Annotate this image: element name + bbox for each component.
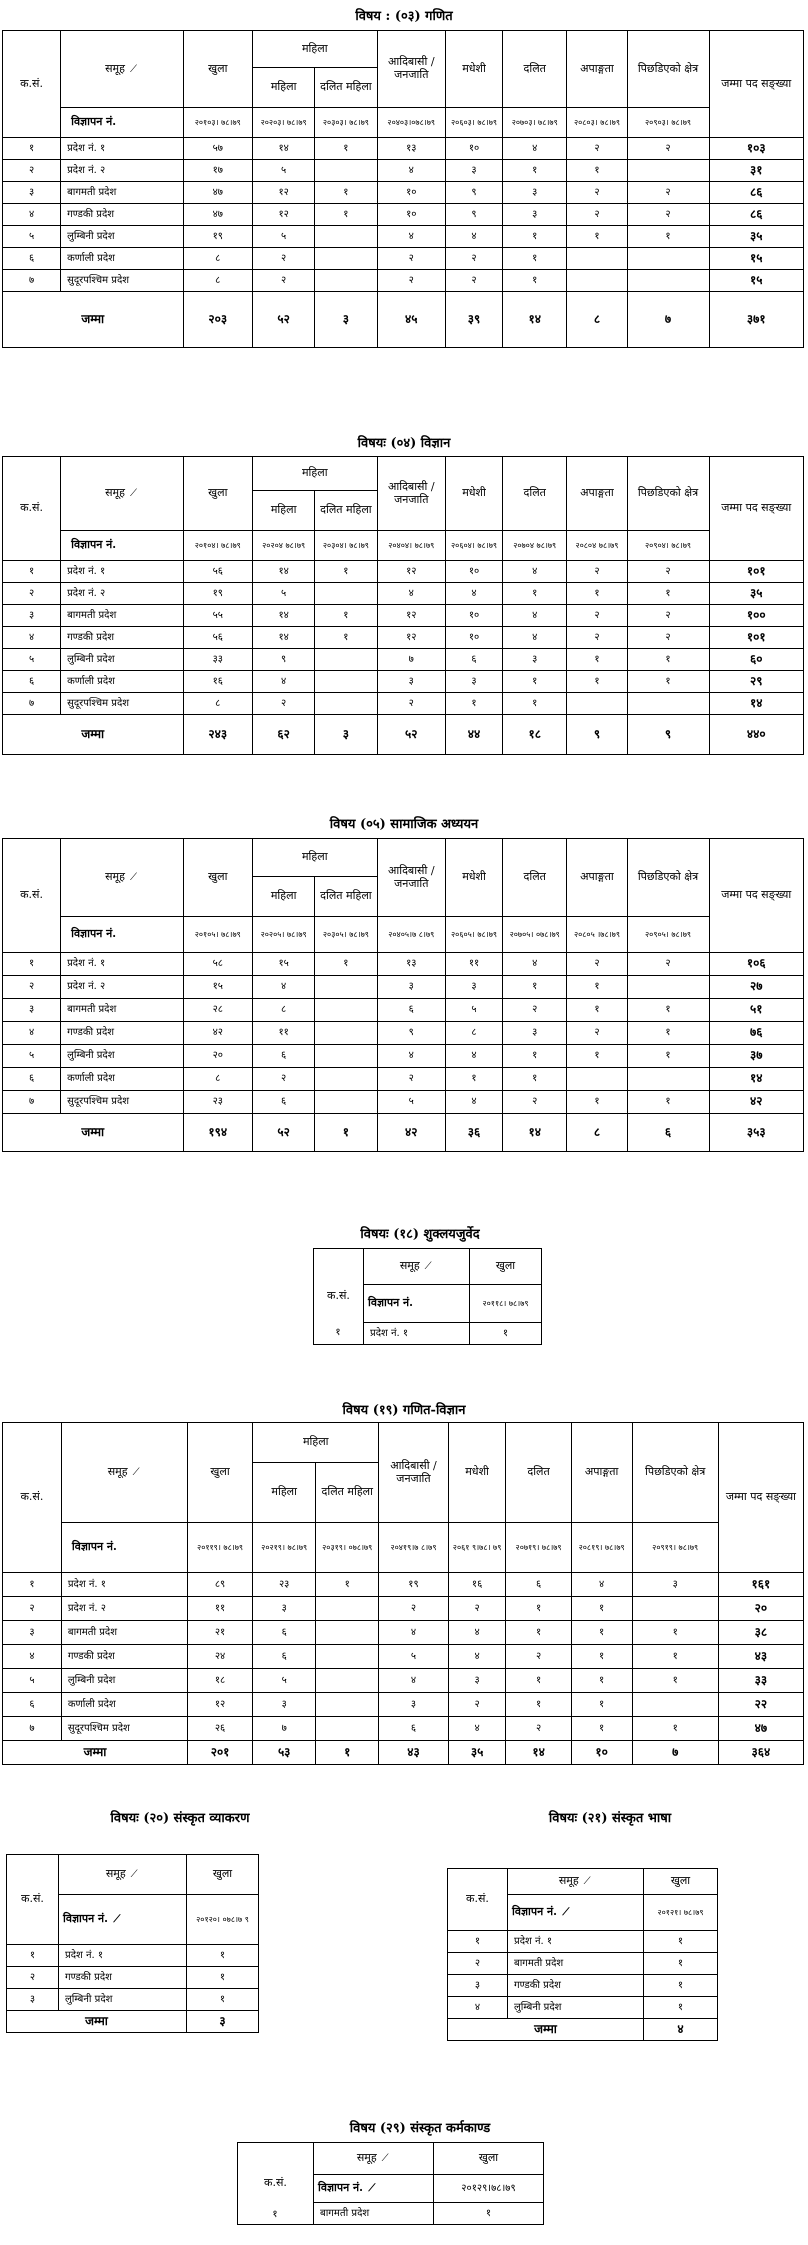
col-header-ks: क.सं. bbox=[7, 1855, 59, 1945]
col-header-mahila-group: महिला bbox=[253, 1423, 379, 1463]
vigyapan-label: विज्ञापन नं. bbox=[61, 531, 183, 561]
col-header-samuh: समूह ⟋ bbox=[314, 2143, 434, 2175]
vigyapan-label: विज्ञापन नं. ⟋ bbox=[59, 1895, 187, 1945]
samuh-label: समूह ⟋ bbox=[105, 870, 137, 884]
slash-arrow-icon: ⟋ bbox=[129, 63, 137, 75]
col-header-samuh bbox=[61, 1423, 187, 1523]
adv-number: २०८०४ ७८।७९ bbox=[567, 531, 627, 561]
col-header-ks: क.सं. bbox=[3, 1423, 62, 1573]
col-header-adivasi: आदिबासी / जनजाति bbox=[377, 457, 445, 531]
table-row: ६ कर्णाली प्रदेश १६ ४ ३ ३ १ १ १ २९ bbox=[3, 671, 804, 693]
table-row: २ प्रदेश नं. २ १७ ५ ४ ३ १ १ ३१ bbox=[3, 160, 804, 182]
table-row: १ प्रदेश नं. १ १ bbox=[448, 1931, 718, 1953]
slash-arrow-icon: ⟋ bbox=[583, 1876, 591, 1888]
col-header-khula: खुला bbox=[183, 839, 253, 917]
table-row: २ प्रदेश नं. २ ११ ३ २ २ १ १ २० bbox=[3, 1597, 804, 1621]
table-row: २ बागमती प्रदेश १ bbox=[448, 1953, 718, 1975]
adv-number: २०२१९। ७८।७९ bbox=[253, 1523, 316, 1573]
table-row: ३ बागमती प्रदेश ५५ १४ १ १२ १० ४ २ २ १०० bbox=[3, 605, 804, 627]
section-title-18: विषयः (१८) शुक्लयजुर्वेद bbox=[360, 1227, 480, 1242]
col-header-ks: क.सं. bbox=[3, 457, 61, 561]
col-header-dalit: दलित bbox=[503, 31, 567, 108]
col-header-pichhadieko: पिछडिएको क्षेत्र bbox=[632, 1423, 718, 1523]
slash-arrow-icon: ⟋ bbox=[129, 872, 137, 884]
col-header-mahila-group: महिला bbox=[253, 457, 378, 491]
total-row: जम्मा २४३ ६२ ३ ५२ ४४ १८ ९ ९ ४४० bbox=[3, 715, 804, 755]
section-title-04: विषयः (०४) विज्ञान bbox=[357, 436, 451, 451]
col-header-mahila: महिला bbox=[253, 68, 315, 108]
table-19 bbox=[2, 1422, 804, 1765]
table-row: ७ सुदूरपश्चिम प्रदेश ८ २ २ १ १ १४ bbox=[3, 693, 804, 715]
col-header-dalit-mahila: दलित महिला bbox=[315, 68, 377, 108]
adv-number: २०६१ ९।७८। ७९ bbox=[448, 1523, 506, 1573]
table-20 bbox=[6, 1854, 259, 2033]
samuh-label: समूह ⟋ bbox=[107, 1465, 140, 1479]
table-row: ३ बागमती प्रदेश २८ ८ ६ ५ २ १ १ ५१ bbox=[3, 999, 804, 1022]
vigyapan-label: विज्ञापन नं. bbox=[61, 917, 183, 953]
slash-arrow-icon: ⟋ bbox=[129, 488, 137, 500]
col-header-apangata: अपाङ्गता bbox=[567, 839, 627, 917]
adv-number: २०८०५ ।७८।७९ bbox=[567, 917, 627, 953]
table-row: ३ बागमती प्रदेश ४७ १२ १ १० ९ ३ २ २ ८६ bbox=[3, 182, 804, 204]
adv-number: २०२०३। ७८।७९ bbox=[253, 108, 315, 138]
adv-number: २०१२९।७८।७९ bbox=[434, 2175, 544, 2203]
table-row: ३ लुम्बिनी प्रदेश १ bbox=[7, 1989, 259, 2011]
col-header-khula: खुला bbox=[183, 457, 253, 531]
col-header-apangata: अपाङ्गता bbox=[567, 457, 627, 531]
adv-number: २०२०५। ७८।७९ bbox=[253, 917, 315, 953]
col-header-pichhadieko: पिछडिएको क्षेत्र bbox=[627, 457, 709, 531]
col-header-apangata: अपाङ्गता bbox=[567, 31, 627, 108]
col-header-madhesi: मधेशी bbox=[448, 1423, 506, 1523]
table-row: १ प्रदेश नं. १ ५६ १४ १ १२ १० ४ २ २ १०१ bbox=[3, 561, 804, 583]
col-header-dalit: दलित bbox=[503, 457, 567, 531]
section-title-21: विषयः (२१) संस्कृत भाषा bbox=[548, 1811, 672, 1826]
slash-arrow-icon: ⟋ bbox=[562, 1907, 570, 1919]
adv-number: २०१२१। ७८।७९ bbox=[644, 1895, 718, 1931]
table-row: ४ गण्डकी प्रदेश ४२ ११ ९ ८ ३ २ १ ७६ bbox=[3, 1022, 804, 1045]
slash-arrow-icon: ⟋ bbox=[381, 2153, 389, 2165]
table-row: १ प्रदेश नं. १ १ bbox=[7, 1945, 259, 1967]
col-header-adivasi: आदिबासी / जनजाति bbox=[379, 1423, 448, 1523]
total-row: जम्मा २०१ ५३ १ ४३ ३५ १४ १० ७ ३६४ bbox=[3, 1741, 804, 1765]
table-04 bbox=[2, 456, 804, 755]
table-row: ७ सुदूरपश्चिम प्रदेश २६ ७ ६ ४ २ १ १ ४७ bbox=[3, 1717, 804, 1741]
section-title-03: विषय : (०३) गणित bbox=[355, 9, 453, 24]
col-header-mahila-group: महिला bbox=[253, 839, 378, 877]
adv-number: २०९०५। ७८।७९ bbox=[627, 917, 709, 953]
col-header-ks: क.सं. bbox=[3, 31, 61, 138]
table-row: ३ गण्डकी प्रदेश १ bbox=[448, 1975, 718, 1997]
adv-number: २०१०३। ७८।७९ bbox=[183, 108, 253, 138]
table-row: ६ कर्णाली प्रदेश १२ ३ ३ २ १ १ २२ bbox=[3, 1693, 804, 1717]
col-header-mahila: महिला bbox=[253, 491, 315, 531]
adv-number: २०१०५। ७८।७९ bbox=[183, 917, 253, 953]
adv-number: २०११८। ७८।७९ bbox=[470, 1285, 542, 1323]
col-header-adivasi: आदिबासी / जनजाति bbox=[377, 839, 445, 917]
table-03 bbox=[2, 30, 804, 348]
adv-number: २०३१९। ०७८।७९ bbox=[316, 1523, 379, 1573]
col-header-samuh: समूह ⟋ bbox=[364, 1249, 470, 1285]
total-row: जम्मा ३ bbox=[7, 2011, 259, 2033]
slash-arrow-icon: ⟋ bbox=[368, 2183, 376, 2195]
vigyapan-label: विज्ञापन नं. bbox=[61, 1523, 187, 1573]
col-header-mahila-group: महिला bbox=[253, 31, 378, 68]
total-row: जम्मा ४ bbox=[448, 2019, 718, 2041]
adv-number: २०८०३। ७८।७९ bbox=[567, 108, 627, 138]
col-header-ks: क.सं. bbox=[314, 1249, 364, 1345]
adv-number: २०६०५। ७८।७९ bbox=[446, 917, 503, 953]
table-row: १ प्रदेश नं. १ ५७ १४ १ १३ १० ४ २ २ १०३ bbox=[3, 138, 804, 160]
table-row: ५ लुम्बिनी प्रदेश ३३ ९ ७ ६ ३ १ १ ६० bbox=[3, 649, 804, 671]
table-row: ६ कर्णाली प्रदेश ८ २ २ १ १ १४ bbox=[3, 1068, 804, 1091]
row-index-18: १ bbox=[335, 1327, 341, 1338]
adv-number: २०१०४। ७८।७९ bbox=[183, 531, 253, 561]
col-header-khula: खुला bbox=[183, 31, 253, 108]
table-05 bbox=[2, 838, 804, 1152]
adv-number: २०७०५। ०७८।७९ bbox=[503, 917, 567, 953]
slash-arrow-icon: ⟋ bbox=[424, 1261, 432, 1273]
adv-number: २०७०४ ७८।७९ bbox=[503, 531, 567, 561]
table-row: बागमती प्रदेश १ bbox=[238, 2203, 544, 2225]
col-header-samuh bbox=[61, 31, 183, 108]
col-header-apangata: अपाङ्गता bbox=[571, 1423, 632, 1523]
col-header-jamma: जम्मा पद सङ्ख्या bbox=[709, 457, 804, 561]
col-header-jamma: जम्मा पद सङ्ख्या bbox=[718, 1423, 803, 1573]
section-title-29: विषय (२९) संस्कृत कर्मकाण्ड bbox=[349, 2121, 491, 2136]
col-header-adivasi: आदिबासी / जनजाति bbox=[377, 31, 445, 108]
adv-number: २०४०४। ७८।७९ bbox=[377, 531, 445, 561]
table-row: ७ सुदूरपश्चिम प्रदेश ८ २ २ २ १ १५ bbox=[3, 270, 804, 292]
samuh-label: समूह ⟋ bbox=[105, 486, 137, 500]
adv-number: २०६०३। ७८।७९ bbox=[446, 108, 503, 138]
col-header-samuh bbox=[61, 839, 183, 917]
col-header-dalit-mahila: दलित महिला bbox=[316, 1463, 379, 1523]
table-21 bbox=[447, 1868, 718, 2041]
adv-number: २०९०३। ७८।७९ bbox=[627, 108, 709, 138]
col-header-samuh bbox=[61, 457, 183, 531]
adv-number: २०४०३।०७८।७९ bbox=[377, 108, 445, 138]
col-header-samuh: समूह ⟋ bbox=[59, 1855, 187, 1895]
section-title-05: विषय (०५) सामाजिक अध्ययन bbox=[329, 817, 479, 832]
table-row: ३ बागमती प्रदेश २१ ६ ४ ४ १ १ १ ३८ bbox=[3, 1621, 804, 1645]
table-row: ४ गण्डकी प्रदेश ४७ १२ १ १० ९ ३ २ २ ८६ bbox=[3, 204, 804, 226]
section-title-20: विषयः (२०) संस्कृत व्याकरण bbox=[110, 1811, 250, 1826]
col-header-dalit: दलित bbox=[506, 1423, 571, 1523]
slash-arrow-icon: ⟋ bbox=[130, 1869, 138, 1881]
col-header-dalit: दलित bbox=[503, 839, 567, 917]
adv-number: २०२०४ ७८।७९ bbox=[253, 531, 315, 561]
col-header-pichhadieko: पिछडिएको क्षेत्र bbox=[627, 31, 709, 108]
table-row: १ प्रदेश नं. १ ५८ १५ १ १३ ११ ४ २ २ १०६ bbox=[3, 953, 804, 976]
table-row: ५ लुम्बिनी प्रदेश २० ६ ४ ४ १ १ १ ३७ bbox=[3, 1045, 804, 1068]
table-row: प्रदेश नं. १ १ bbox=[314, 1323, 542, 1345]
col-header-khula: खुला bbox=[187, 1423, 252, 1523]
col-header-mahila: महिला bbox=[253, 1463, 316, 1523]
table-row: ६ कर्णाली प्रदेश ८ २ २ २ १ १५ bbox=[3, 248, 804, 270]
col-header-madhesi: मधेशी bbox=[446, 839, 503, 917]
col-header-dalit-mahila: दलित महिला bbox=[315, 491, 377, 531]
col-header-madhesi: मधेशी bbox=[446, 457, 503, 531]
table-row: ४ लुम्बिनी प्रदेश १ bbox=[448, 1997, 718, 2019]
adv-number: २०७१९। ७८।७९ bbox=[506, 1523, 571, 1573]
col-header-dalit-mahila: दलित महिला bbox=[315, 877, 377, 917]
samuh-label: समूह ⟋ bbox=[105, 61, 137, 75]
total-row: जम्मा २०३ ५२ ३ ४५ ३९ १४ ८ ७ ३७१ bbox=[3, 292, 804, 348]
slash-arrow-icon: ⟋ bbox=[132, 1467, 140, 1479]
total-row: जम्मा १९४ ५२ १ ४२ ३६ १४ ८ ६ ३५३ bbox=[3, 1114, 804, 1152]
col-header-ks: क.सं. bbox=[448, 1869, 508, 1931]
col-header-khula: खुला bbox=[187, 1855, 259, 1895]
col-header-khula: खुला bbox=[644, 1869, 718, 1895]
col-header-jamma: जम्मा पद सङ्ख्या bbox=[709, 31, 804, 138]
col-header-pichhadieko: पिछडिएको क्षेत्र bbox=[627, 839, 709, 917]
col-header-ks: क.सं. bbox=[3, 839, 61, 953]
vigyapan-label: विज्ञापन नं. bbox=[364, 1285, 470, 1323]
table-row: २ प्रदेश नं. २ १५ ४ ३ ३ १ १ २७ bbox=[3, 976, 804, 999]
adv-number: २०९०४। ७८।७९ bbox=[627, 531, 709, 561]
adv-number: २०४१९।७ ८।७९ bbox=[379, 1523, 448, 1573]
adv-number: २०४०५।७ ८।७९ bbox=[377, 917, 445, 953]
col-header-samuh: समूह ⟋ bbox=[508, 1869, 644, 1895]
section-title-19: विषय (१९) गणित-विज्ञान bbox=[342, 1403, 466, 1418]
adv-number: २०९१९। ७८।७९ bbox=[632, 1523, 718, 1573]
table-row: ४ गण्डकी प्रदेश २४ ६ ५ ४ २ १ १ ४३ bbox=[3, 1645, 804, 1669]
table-row: २ गण्डकी प्रदेश १ bbox=[7, 1967, 259, 1989]
adv-number: २०८१९। ७८।७९ bbox=[571, 1523, 632, 1573]
table-row: ७ सुदूरपश्चिम प्रदेश २३ ६ ५ ४ २ १ १ ४२ bbox=[3, 1091, 804, 1114]
adv-number: २०१२०। ०७८।७ ९ bbox=[187, 1895, 259, 1945]
table-row: ५ लुम्बिनी प्रदेश १८ ५ ४ ३ १ १ १ ३३ bbox=[3, 1669, 804, 1693]
adv-number: २०३०४। ७८।७९ bbox=[315, 531, 377, 561]
vigyapan-label: विज्ञापन नं. ⟋ bbox=[508, 1895, 644, 1931]
table-row: १ प्रदेश नं. १ ८९ २३ १ १९ १६ ६ ४ ३ १६१ bbox=[3, 1573, 804, 1597]
table-row: २ प्रदेश नं. २ १९ ५ ४ ४ १ १ १ ३५ bbox=[3, 583, 804, 605]
col-header-madhesi: मधेशी bbox=[446, 31, 503, 108]
adv-number: २०११९। ७८।७९ bbox=[187, 1523, 252, 1573]
adv-number: २०७०३। ७८।७९ bbox=[503, 108, 567, 138]
table-row: ४ गण्डकी प्रदेश ५६ १४ १ १२ १० ४ २ २ १०१ bbox=[3, 627, 804, 649]
col-header-khula: खुला bbox=[470, 1249, 542, 1285]
col-header-mahila: महिला bbox=[253, 877, 315, 917]
table-row: ५ लुम्बिनी प्रदेश १९ ५ ४ ४ १ १ १ ३५ bbox=[3, 226, 804, 248]
col-header-jamma: जम्मा पद सङ्ख्या bbox=[709, 839, 804, 953]
row-index-29: १ bbox=[272, 2209, 278, 2220]
slash-arrow-icon: ⟋ bbox=[113, 1914, 121, 1926]
adv-number: २०६०४। ७८।७९ bbox=[446, 531, 503, 561]
vigyapan-label: विज्ञापन नं. bbox=[61, 108, 183, 138]
adv-number: २०३०५। ७८।७९ bbox=[315, 917, 377, 953]
col-header-ks: क.सं. bbox=[238, 2143, 314, 2225]
col-header-khula: खुला bbox=[434, 2143, 544, 2175]
adv-number: २०३०३। ७८।७९ bbox=[315, 108, 377, 138]
vigyapan-label: विज्ञापन नं. ⟋ bbox=[314, 2175, 434, 2203]
